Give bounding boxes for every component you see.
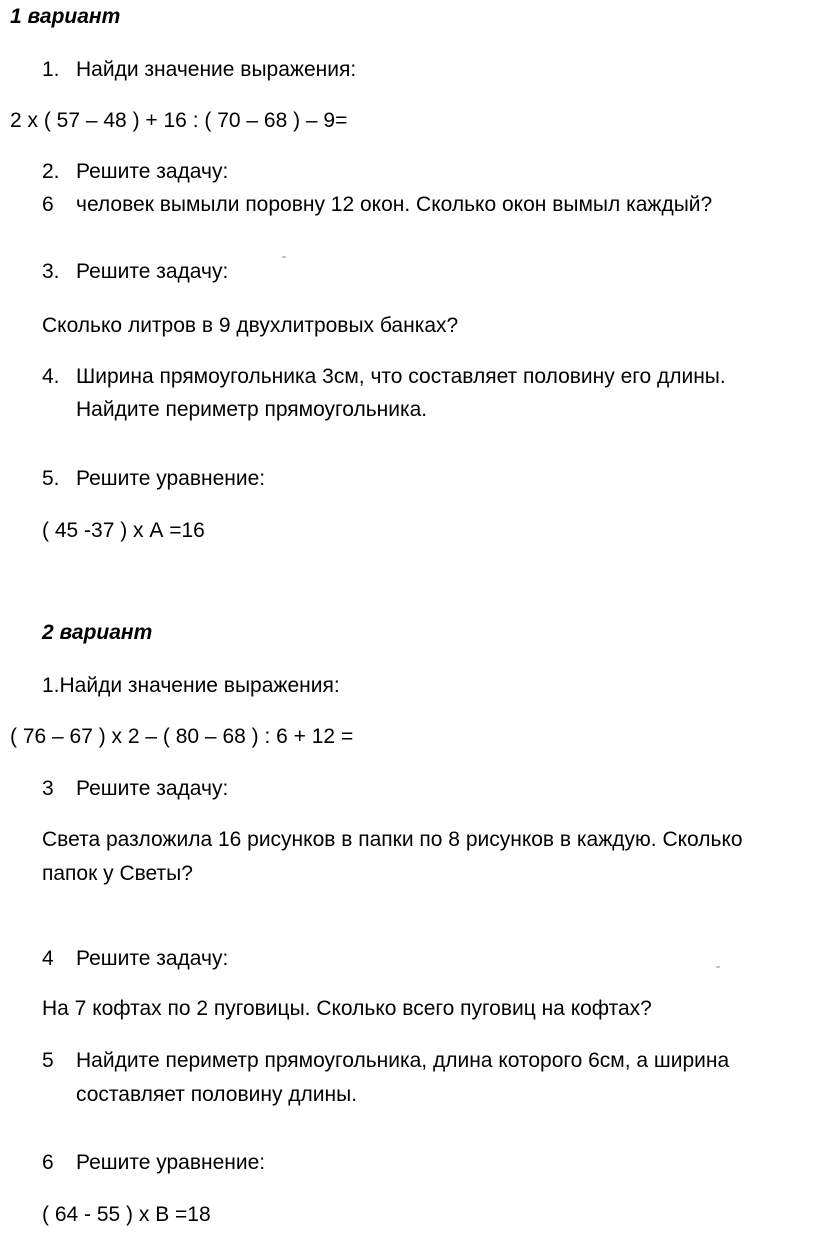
v1-task-1-title: [42, 57, 356, 83]
v1-task-3-problem: Сколько литров в 9 двухлитровых банках?: [42, 314, 459, 337]
v1-task-2-number: 2.: [42, 160, 60, 183]
v1-task-3-label: Решите задачу:: [76, 260, 229, 283]
v2-task-3-label: Решите задачу:: [76, 777, 229, 800]
v1-task-1-number: 1.: [42, 58, 60, 81]
v1-task-3-number: 3.: [42, 260, 60, 283]
v1-task-2-problem: [42, 192, 712, 218]
v1-task-4-line-1: [42, 364, 726, 390]
v2-task-3-problem-line-2: папок у Светы?: [42, 862, 193, 885]
v2-task-4-label: Решите задачу:: [76, 947, 229, 970]
v1-task-2-problem-text: человек вымыли поровну 12 окон. Сколько окон вымыл каждый?: [76, 193, 713, 216]
v1-task-1-expression: 2 х ( 57 – 48 ) + 16 : ( 70 – 68 ) – 9=: [10, 109, 348, 132]
v2-task-1-title: 1.Найди значение выражения:: [42, 674, 340, 697]
v2-task-4-problem: На 7 кофтах по 2 пуговицы. Сколько всего пуговиц на кофтах?: [42, 997, 652, 1020]
v2-task-4-title: [42, 946, 228, 972]
variant-1-heading: 1 вариант: [10, 5, 121, 28]
v2-task-6-label: Решите уравнение:: [76, 1151, 266, 1174]
v1-task-5-equation: ( 45 -37 ) х А =16: [42, 519, 205, 542]
v2-task-3-title: [42, 776, 228, 802]
v1-task-2-leading-number: 6: [42, 193, 54, 216]
v1-task-4-text-1: Ширина прямоугольника 3см, что составляет половину его длины.: [76, 365, 726, 388]
variant-2-heading: 2 вариант: [42, 621, 153, 644]
v2-task-3-problem-line-1: Света разложила 16 рисунков в папки по 8 рисунков в каждую. Сколько: [42, 828, 743, 851]
v1-task-2-label: Решите задачу:: [76, 160, 229, 183]
v2-task-6-number: 6: [42, 1151, 54, 1174]
v1-task-2-title: [42, 159, 228, 185]
v2-task-5-number: 5: [42, 1049, 54, 1072]
scan-speck: [716, 966, 720, 968]
v2-task-5-line-2: составляет половину длины.: [76, 1083, 358, 1106]
v2-task-4-number: 4: [42, 947, 54, 970]
scan-speck: [282, 256, 286, 258]
v1-task-4-line-2: Найдите периметр прямоугольника.: [76, 398, 428, 421]
v1-task-4-number: 4.: [42, 365, 60, 388]
v2-task-6-title: [42, 1150, 265, 1176]
v2-task-3-number: 3: [42, 777, 54, 800]
v1-task-5-title: [42, 466, 265, 492]
v2-task-6-equation: ( 64 - 55 ) х В =18: [42, 1203, 211, 1226]
v1-task-1-label: Найди значение выражения:: [76, 58, 357, 81]
v1-task-5-label: Решите уравнение:: [76, 467, 266, 490]
v1-task-3-title: [42, 259, 228, 285]
v2-task-1-expression: ( 76 – 67 ) х 2 – ( 80 – 68 ) : 6 + 12 =: [10, 725, 354, 748]
v2-task-5-line-1: [42, 1048, 729, 1074]
v2-task-5-text-1: Найдите периметр прямоугольника, длина которого 6см, а ширина: [76, 1049, 730, 1072]
v1-task-5-number: 5.: [42, 467, 60, 490]
